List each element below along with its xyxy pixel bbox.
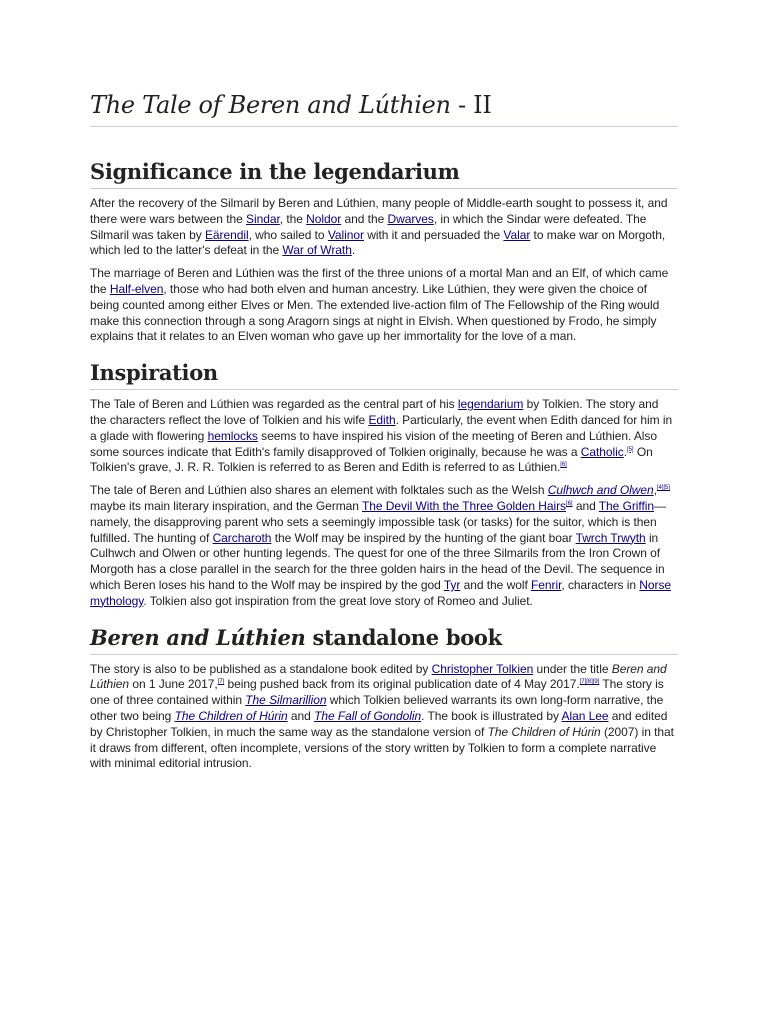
link-the-griffin[interactable]: The Griffin	[598, 498, 655, 513]
link-half-elven[interactable]: Half-elven	[109, 281, 164, 296]
text: The story is one of three contained within	[90, 677, 664, 708]
text: The tale of Beren and Lúthien also shares an element with folktales such as the Welsh	[90, 483, 548, 498]
text: on 1 June 2017,	[129, 677, 218, 692]
section-heading-rest: standalone book	[305, 624, 502, 650]
text: , in which the Sindar were defeated. The Silmaril was taken by	[90, 211, 647, 242]
text: ,	[653, 483, 657, 498]
link-valinor[interactable]: Valinor	[327, 227, 364, 242]
text: After the recovery of the Silmaril by Beren and Lúthien, many people of Middle-earth sought to possess it, and there were wars between the	[90, 196, 668, 226]
link-twrch-trwyth[interactable]: Twrch Trwyth	[575, 530, 646, 545]
text: in Culhwch and Olwen or other hunting legends. The quest for one of the three Silmarils from the Iron Crown of Morgoth has a close parallel in the search for the three golden hairs in the head of the Devil. The sequence in which Beren loses his hand to the Wolf may be inspired by the god	[90, 530, 665, 592]
text: by Tolkien. The story and the characters reflect the love of Tolkien and his wife	[90, 397, 659, 427]
text: with it and persuaded the	[363, 227, 504, 242]
text: .	[623, 444, 628, 459]
text: maybe its main literary inspiration, and the German	[90, 498, 362, 513]
text: under the title	[533, 661, 612, 676]
text: The marriage of Beren and Lúthien was the first of the three unions of a mortal Man and an Elf, of which came the	[90, 266, 669, 296]
link-fenrir[interactable]: Fenrir	[531, 577, 562, 592]
link-hemlocks[interactable]: hemlocks	[207, 428, 258, 443]
text: and	[287, 708, 315, 723]
paragraph-significance-2	[90, 266, 678, 345]
link-carcharoth[interactable]: Carcharoth	[212, 530, 272, 545]
section-heading-significance: Significance in the legendarium	[90, 158, 678, 189]
page-title-italic: The Tale of Beren and Lúthien	[90, 91, 451, 119]
citation[interactable]: [7]	[217, 679, 225, 686]
text: —namely, the disapproving parent who sets a seemingly impossible task (or tasks) for the suitor, which is then fulfilled. The hunting of	[90, 498, 666, 545]
link-children-of-hurin[interactable]: The Children of Húrin	[174, 708, 288, 723]
text: . The book is illustrated by	[421, 708, 562, 723]
section-heading-standalone-book	[90, 624, 678, 655]
text: seems to have inspired his vision of the meeting of Beren and Lúthien. Also some sources indicate that Edith's family disapproved of Tolkien originally, because he was a	[90, 428, 657, 459]
link-catholic[interactable]: Catholic	[580, 444, 624, 459]
text: to make war on Morgoth, which led to the latter's defeat in the	[90, 227, 666, 258]
text: The Tale of Beren and Lúthien was regarded as the central part of his	[90, 397, 458, 412]
link-tyr[interactable]: Tyr	[443, 577, 461, 592]
citation[interactable]: [5]	[627, 446, 634, 453]
paragraph-inspiration-1	[90, 397, 678, 476]
citation[interactable]: [6]	[560, 462, 567, 469]
text: , characters in	[561, 577, 640, 592]
text: and the wolf	[460, 577, 532, 592]
book-title: Beren and Lúthien	[90, 661, 667, 692]
text: and the	[341, 211, 388, 226]
link-the-silmarillion[interactable]: The Silmarillion	[245, 693, 327, 708]
citation[interactable]: [6]	[566, 500, 573, 507]
link-norse-mythology[interactable]: Norse mythology	[90, 577, 672, 608]
text: being pushed back from its original publication date of 4 May 2017.	[224, 677, 580, 692]
link-culhwch-and-olwen[interactable]: Culhwch and Olwen	[547, 483, 654, 498]
text: the Wolf may be inspired by the hunting of the giant boar	[271, 530, 576, 545]
link-sindar[interactable]: Sindar	[246, 211, 280, 226]
link-alan-lee[interactable]: Alan Lee	[561, 708, 609, 723]
text: . Particularly, the event when Edith danced for him in a glade with flowering	[90, 412, 673, 443]
section-heading-italic: Beren and Lúthien	[90, 624, 306, 650]
page-title	[90, 88, 678, 127]
citation[interactable]: [4][5]	[656, 485, 670, 492]
book-title: The Children of Húrin	[487, 724, 601, 739]
text: , the	[279, 211, 307, 226]
text: (2007) in that it draws from different, often incomplete, versions of the story written by Tolkien to form a complete narrative with minimal editorial intrusion.	[90, 724, 674, 771]
text: . Tolkien also got inspiration from the great love story of Romeo and Juliet.	[143, 593, 533, 608]
link-fall-of-gondolin[interactable]: The Fall of Gondolin	[314, 708, 422, 723]
paragraph-inspiration-2	[90, 483, 678, 609]
link-dwarves[interactable]: Dwarves	[387, 211, 434, 226]
link-earendil[interactable]: Eärendil	[204, 227, 249, 242]
text: , who sailed to	[248, 227, 328, 242]
text: , those who had both elven and human ancestry. Like Lúthien, they were given the choice of being counted among either Elves or Men. The extended live-action film of The Fellowship of the Ring would make this connection through a song Aragorn sings at night in Elvish. When questioned by Frodo, he simply explains that it relates to an Elven woman who gave up her immortality for the love of a man.	[90, 281, 660, 344]
section-heading-inspiration: Inspiration	[90, 359, 678, 390]
link-edith[interactable]: Edith	[368, 412, 396, 427]
article	[90, 88, 678, 772]
text: The story is also to be published as a standalone book edited by	[90, 661, 432, 676]
paragraph-standalone-1	[90, 662, 678, 773]
text: On Tolkien's grave, J. R. R. Tolkien is referred to as Beren and Edith is referred to as Lúthien.	[90, 444, 653, 475]
link-war-of-wrath[interactable]: War of Wrath	[282, 243, 352, 258]
link-noldor[interactable]: Noldor	[306, 211, 342, 226]
page-title-suffix: - II	[450, 91, 492, 119]
text: and edited by Christopher Tolkien, in much the same way as the standalone version of	[90, 708, 668, 739]
citation[interactable]: [7][8][9]	[579, 679, 600, 686]
link-valar[interactable]: Valar	[503, 227, 531, 242]
link-devil-three-golden-hairs[interactable]: The Devil With the Three Golden Hairs	[361, 498, 566, 513]
link-christopher-tolkien[interactable]: Christopher Tolkien	[431, 661, 534, 676]
paragraph-significance-1	[90, 196, 678, 259]
text: and	[572, 498, 599, 513]
text: .	[351, 243, 356, 258]
link-legendarium[interactable]: legendarium	[457, 397, 524, 412]
text: which Tolkien believed warrants its own long-form narrative, the other two being	[90, 693, 664, 723]
